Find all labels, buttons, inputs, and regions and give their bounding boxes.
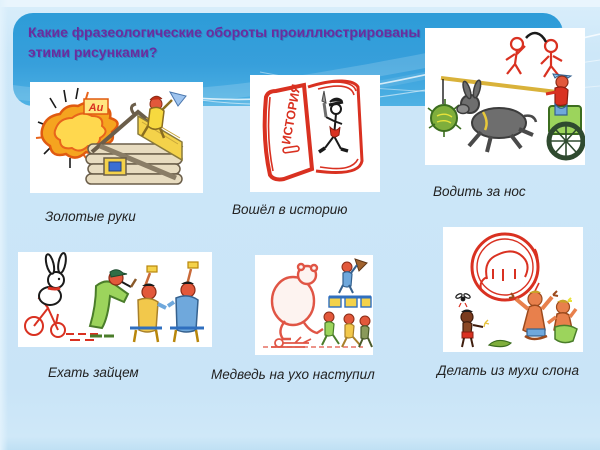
figure-lead-by-nose [425, 28, 585, 165]
figure-caption-golden-hands: Золотые руки [45, 209, 136, 224]
ride-as-hare-illustration [18, 252, 212, 347]
left-edge-strip [0, 0, 8, 450]
figure-caption-fly-into-elephant: Делать из мухи слона [437, 363, 579, 378]
figure-fly-into-elephant [443, 227, 583, 352]
entered-history-illustration [250, 75, 380, 192]
top-edge-strip [0, 0, 600, 7]
bear-stepped-on-ear-illustration [255, 255, 373, 355]
figure-caption-bear-stepped-on-ear: Медведь на ухо наступил [211, 367, 375, 382]
history-book-title: ИСТОРИЯ [279, 82, 304, 146]
lead-by-nose-illustration [425, 28, 585, 165]
fly-into-elephant-illustration [443, 227, 583, 352]
page-title [28, 22, 428, 62]
figure-entered-history [250, 75, 380, 192]
figure-caption-ride-as-hare: Ехать зайцем [48, 365, 139, 380]
golden-hands-illustration [30, 82, 203, 193]
figure-bear-stepped-on-ear [255, 255, 373, 355]
figure-golden-hands [30, 82, 203, 193]
title-line-2: этими рисунками? [28, 44, 158, 60]
title-line-1: Какие фразеологические обороты проиллюстрированы [28, 24, 421, 40]
figure-caption-lead-by-nose: Водить за нос [433, 184, 526, 199]
au-label: Au [88, 102, 104, 114]
figure-caption-entered-history: Вошёл в историю [232, 202, 348, 217]
figure-ride-as-hare [18, 252, 212, 347]
